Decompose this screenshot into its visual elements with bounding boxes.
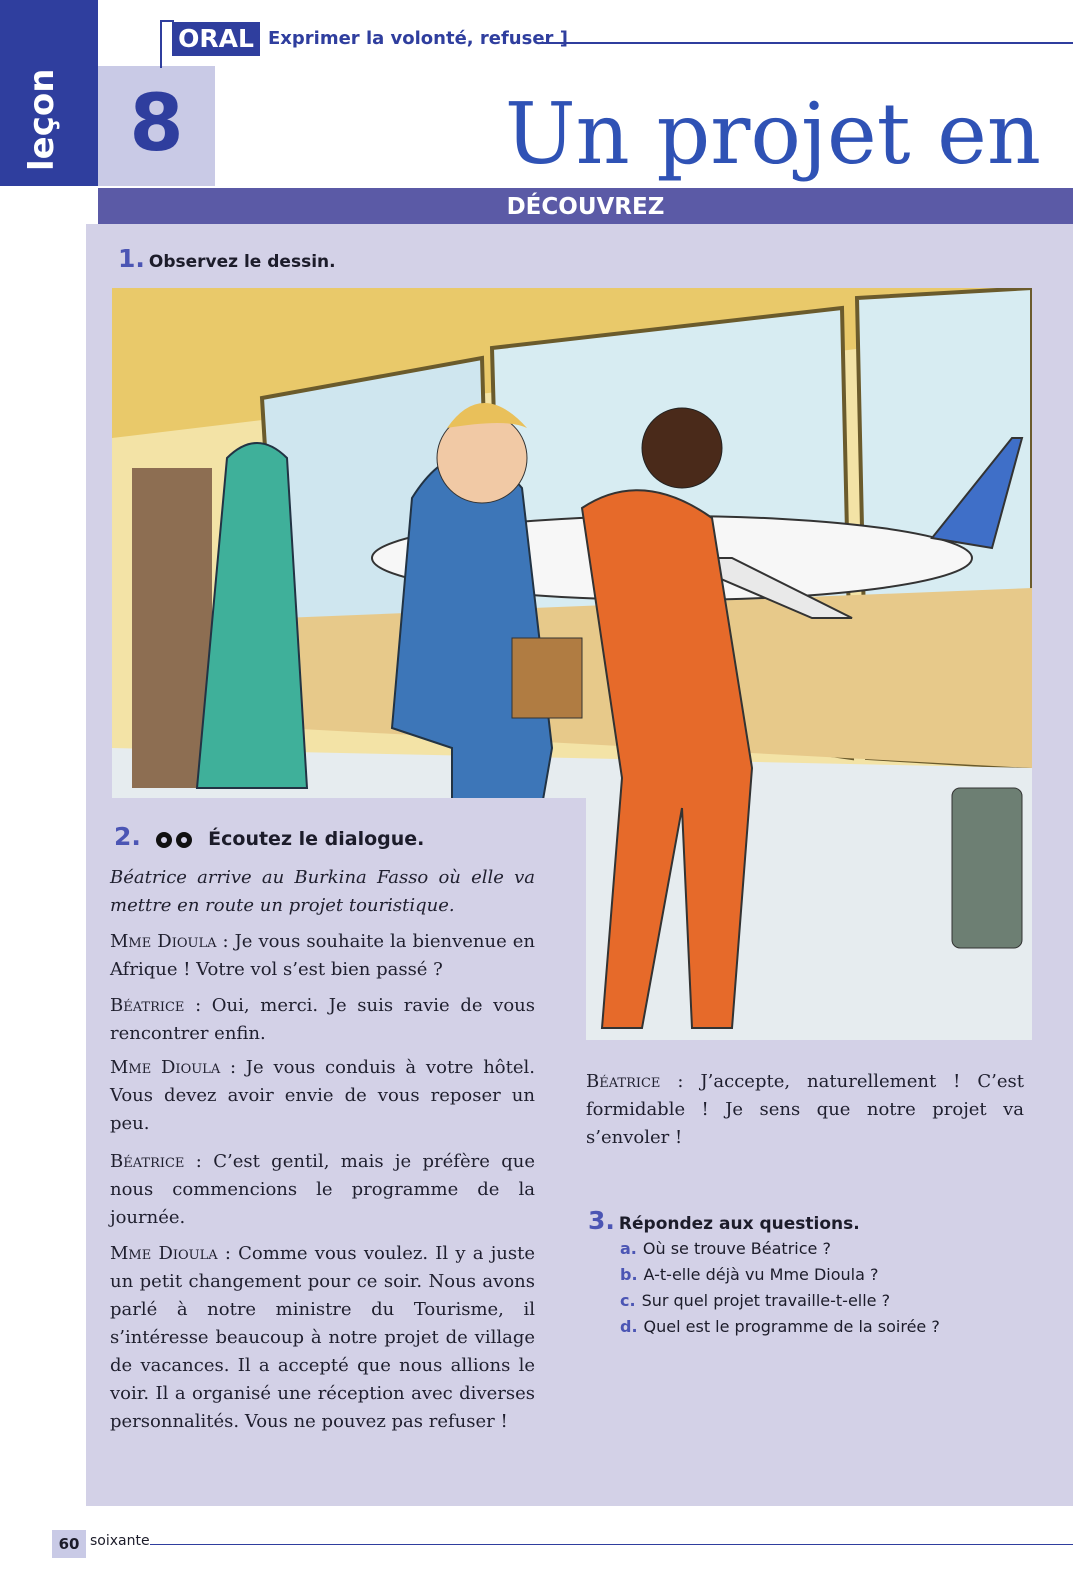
line-text: : Oui, merci. Je suis ravie de vous rencontrer enfin. xyxy=(110,995,535,1044)
trash-bin xyxy=(952,788,1022,948)
exercise-1-number: 1. xyxy=(118,244,145,273)
question-item xyxy=(620,1288,940,1314)
dialogue-line xyxy=(110,1148,535,1232)
question-text: Quel est le programme de la soirée ? xyxy=(643,1317,940,1336)
dialogue-line xyxy=(110,1240,535,1436)
speaker: Mme Dioula xyxy=(110,1243,218,1264)
line-text: : Je vous souhaite la bienvenue en Afrique ! Votre vol s’est bien passé ? xyxy=(110,931,535,980)
dialogue-line xyxy=(110,928,535,984)
dialogue-line xyxy=(586,1068,1024,1152)
question-letter: b. xyxy=(620,1265,638,1284)
section-label: DÉCOUVREZ xyxy=(506,194,665,220)
speaker: Béatrice xyxy=(586,1071,661,1092)
dialogue-intro: Béatrice arrive au Burkina Fasso où elle va mettre en route un projet touristique. xyxy=(110,867,535,916)
header-rule xyxy=(540,42,1073,44)
speaker: Béatrice xyxy=(110,1151,185,1172)
exercise-1-heading xyxy=(118,244,336,273)
exercise-3-instruction: Répondez aux questions. xyxy=(618,1214,860,1234)
question-letter: c. xyxy=(620,1291,636,1310)
question-item xyxy=(620,1314,940,1340)
exercise-3-number: 3. xyxy=(588,1206,615,1235)
question-text: Où se trouve Béatrice ? xyxy=(642,1239,831,1258)
lesson-number: 8 xyxy=(129,79,184,169)
speaker: Mme Dioula xyxy=(110,1057,221,1078)
exercise-2-number: 2. xyxy=(114,822,141,851)
question-item xyxy=(620,1262,940,1288)
footer-rule xyxy=(150,1544,1073,1545)
line-text: : Comme vous voulez. Il y a juste un petit changement pour ce soir. Nous avons parlé à notre ministre du Tourisme, il s’intéresse beaucoup à notre projet de village de vacances. Il a accepté que nous allions le voir. Il a organisé une réception avec diverses personnalités. Vous ne pouvez pas refuser ! xyxy=(110,1243,535,1432)
question-item xyxy=(620,1236,940,1262)
speaker: Béatrice xyxy=(110,995,185,1016)
question-letter: d. xyxy=(620,1317,638,1336)
bag xyxy=(512,638,582,718)
page-title: Un projet en xyxy=(504,85,1041,183)
line-text: : J’accepte, naturellement ! C’est formidable ! Je sens que notre projet va s’envoler ! xyxy=(586,1071,1024,1148)
question-list xyxy=(620,1236,940,1340)
page-number: 60 xyxy=(52,1530,86,1558)
question-text: Sur quel projet travaille-t-elle ? xyxy=(641,1291,891,1310)
background-people xyxy=(132,468,212,788)
question-letter: a. xyxy=(620,1239,637,1258)
exercise-1-instruction: Observez le dessin. xyxy=(148,252,336,272)
dialogue-line xyxy=(110,992,535,1048)
lesson-label: leçon xyxy=(22,68,62,172)
exercise-2-heading xyxy=(114,822,424,851)
page-word: soixante xyxy=(90,1533,150,1549)
exercise-3-heading xyxy=(588,1206,860,1235)
listen-icon xyxy=(154,831,196,849)
lesson-subtitle: Exprimer la volonté, refuser ] xyxy=(268,28,568,49)
mme-dioula-head xyxy=(642,408,722,488)
exercise-2-instruction: Écoutez le dialogue. xyxy=(208,828,425,850)
speaker: Mme Dioula xyxy=(110,931,217,952)
line-text: : C’est gentil, mais je préfère que nous commencions le programme de la journée. xyxy=(110,1151,535,1228)
dialogue-line xyxy=(110,1054,535,1138)
question-text: A-t-elle déjà vu Mme Dioula ? xyxy=(643,1265,879,1284)
oral-tag: ORAL xyxy=(172,22,260,56)
line-text: : Je vous conduis à votre hôtel. Vous devez avoir envie de vous reposer un peu. xyxy=(110,1057,535,1134)
